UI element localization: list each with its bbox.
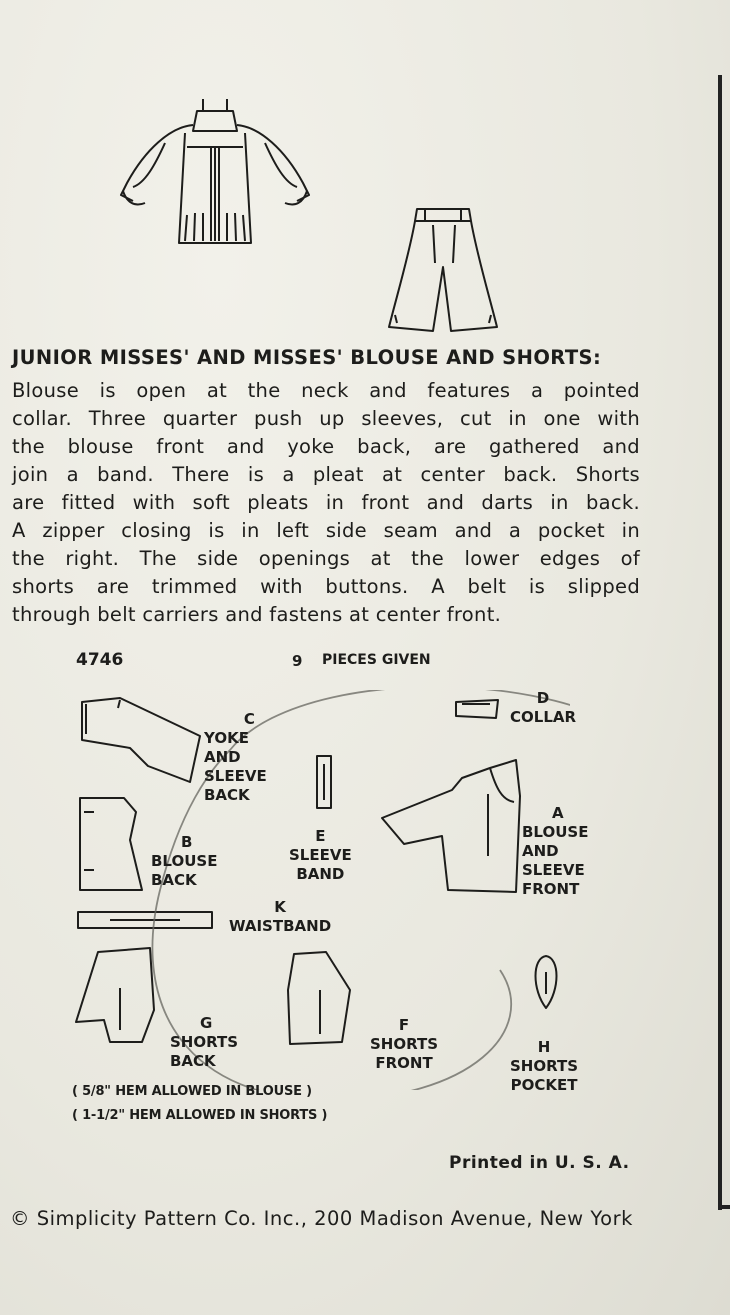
piece-letter: E [315,827,326,845]
piece-letter: K [274,898,286,916]
piece-d-label [510,689,576,727]
printed-in-usa: Printed in U. S. A. [449,1153,630,1173]
pattern-description [12,377,640,629]
piece-name-line: COLLAR [510,708,577,726]
piece-letter: H [537,1038,551,1056]
description-line: through belt carriers and fastens at center front. [12,603,502,626]
piece-name-line: SLEEVE [289,846,352,864]
pattern-pieces-diagram [70,690,570,1090]
description-line: A zipper closing is in left side seam and a pocket in [12,519,640,542]
piece-name-line: POCKET [510,1076,578,1094]
piece-name-line: BLOUSE [151,852,218,870]
piece-name-line: SLEEVE [522,861,585,879]
piece-name-line: YOKE [204,729,249,747]
piece-name-line: WAISTBAND [229,917,332,935]
piece-name-line: AND [204,748,241,766]
piece-b-label [151,833,217,890]
piece-name-line: BACK [170,1052,216,1070]
piece-g-label [170,1014,238,1071]
piece-name-line: SHORTS [510,1057,579,1075]
description-line: the right. The side openings at the lower edges of [12,547,640,570]
piece-a-label [522,804,588,899]
piece-name-line: FRONT [375,1054,433,1072]
shorts-back-view-illustration [385,205,505,335]
piece-name-line: BLOUSE [522,823,589,841]
piece-letter: B [181,833,193,851]
pieces-given-label: PIECES GIVEN [322,652,431,668]
description-line: join a band. There is a pleat at center back. Shorts [12,463,640,486]
hem-note-shorts: ( 1-1/2" HEM ALLOWED IN SHORTS ) [72,1108,328,1123]
piece-name-line: BACK [204,786,250,804]
pattern-number: 4746 [76,650,124,670]
border-rule-corner [718,1205,730,1209]
publisher-footer: © Simplicity Pattern Co. Inc., 200 Madison Avenue, New York [10,1207,633,1230]
piece-letter: D [536,689,550,707]
pieces-count: 9 [292,652,303,670]
description-line: shorts are trimmed with buttons. A belt is slipped [12,575,640,598]
piece-e-label [289,827,352,884]
piece-h-label [510,1038,578,1095]
description-line: collar. Three quarter push up sleeves, cut in one with [12,407,640,430]
piece-name-line: AND [522,842,559,860]
description-line: are fitted with soft pleats in front and darts in back. [12,491,640,514]
hem-note-blouse: ( 5/8" HEM ALLOWED IN BLOUSE ) [72,1084,312,1099]
piece-letter: A [552,804,564,822]
piece-name-line: SLEEVE [204,767,267,785]
border-rule [718,75,722,1210]
piece-letter: F [398,1016,410,1034]
piece-letter: C [243,710,255,728]
piece-name-line: SHORTS [370,1035,439,1053]
piece-letter: G [200,1014,213,1032]
piece-name-line: BAND [296,865,345,883]
description-line: the blouse front and yoke back, are gathered and [12,435,640,458]
piece-f-label [370,1016,438,1073]
piece-name-line: SHORTS [170,1033,239,1051]
blouse-back-view-illustration [115,95,315,245]
description-line: Blouse is open at the neck and features a pointed [12,379,640,402]
piece-k-label [229,898,331,936]
piece-name-line: BACK [151,871,197,889]
piece-c-label [204,710,267,805]
pattern-title: JUNIOR MISSES' AND MISSES' BLOUSE AND SHORTS: [12,346,602,369]
piece-name-line: FRONT [522,880,580,898]
